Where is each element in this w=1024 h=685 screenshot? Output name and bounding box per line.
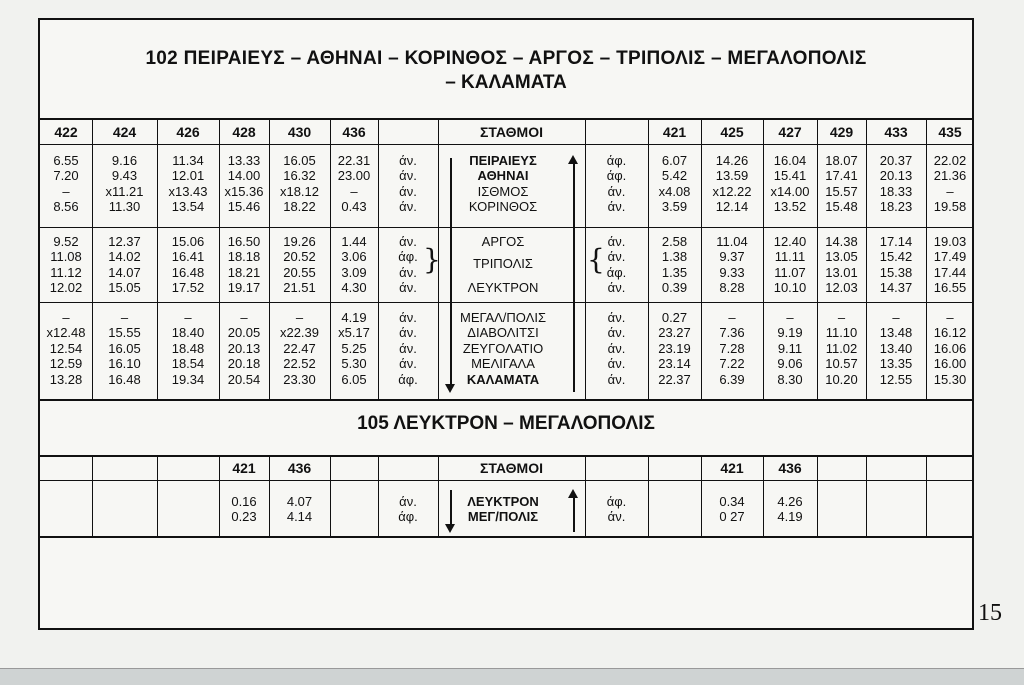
station-name: ΖΕΥΓΟΛΑΤΙΟ bbox=[462, 340, 544, 356]
time-column: 12.40 11.11 11.07 10.10 bbox=[773, 234, 807, 296]
time-column: 1.44 3.06 3.09 4.30 bbox=[341, 234, 367, 296]
time-column: – 20.05 20.13 20.18 20.54 bbox=[227, 310, 261, 387]
time-column: 22.31 23.00 – 0.43 bbox=[337, 153, 371, 215]
arr-dep-marks: άν. άφ. άν. άν. bbox=[398, 234, 418, 296]
route-102-title-continued: – ΚΑΛΑΜΑΤΑ bbox=[445, 72, 567, 93]
route-105-title: 105 ΛΕΥΚΤΡΟΝ – ΜΕΓΑΛΟΠΟΛΙΣ bbox=[357, 413, 655, 434]
station-name: ΑΡΓΟΣ bbox=[481, 234, 525, 249]
up-direction-arrow bbox=[573, 498, 575, 532]
timetable-page bbox=[38, 18, 974, 630]
station-name: ΤΡΙΠΟΛΙΣ bbox=[473, 256, 533, 272]
col-rule bbox=[92, 455, 93, 536]
down-arrowhead-icon bbox=[445, 384, 455, 393]
train-number-header: 433 bbox=[884, 124, 908, 140]
page-number: 15 bbox=[978, 600, 1002, 626]
time-column: 18.07 17.41 15.57 15.48 bbox=[825, 153, 858, 215]
time-column: – 16.12 16.06 16.00 15.30 bbox=[933, 310, 967, 387]
station-name: ΑΘΗΝΑΙ bbox=[477, 168, 529, 184]
time-column: 14.38 13.05 13.01 12.03 bbox=[825, 234, 858, 296]
stations-header: ΣΤΑΘΜΟΙ bbox=[480, 124, 543, 140]
block2-rule bbox=[40, 302, 972, 303]
station-name: ΔΙΑΒΟΛΙΤΣΙ bbox=[467, 325, 539, 341]
table-bottom-rule bbox=[40, 399, 972, 401]
col-rule bbox=[648, 455, 649, 536]
time-column: – 13.48 13.40 13.35 12.55 bbox=[879, 310, 913, 387]
route-102-title: 102 ΠΕΙΡΑΙΕΥΣ – ΑΘΗΝΑΙ – ΚΟΡΙΝΘΟΣ – ΑΡΓΟΣ – ΤΡΙΠΟΛΙΣ – ΜΕΓΑΛΟΠΟΛΙΣ bbox=[145, 48, 867, 69]
station-list bbox=[438, 494, 568, 525]
time-column: 13.33 14.00 x15.36 15.46 bbox=[224, 153, 264, 215]
time-column: 16.04 15.41 x14.00 13.52 bbox=[770, 153, 810, 215]
arr-dep-marks: άν. άφ. bbox=[398, 494, 418, 525]
time-column: 17.14 15.42 15.38 14.37 bbox=[879, 234, 913, 296]
time-column: 12.37 14.02 14.07 15.05 bbox=[108, 234, 141, 296]
time-column: 4.26 4.19 bbox=[777, 494, 803, 525]
time-column: 11.34 12.01 x13.43 13.54 bbox=[168, 153, 208, 215]
col-rule bbox=[817, 455, 818, 536]
time-column: 0.27 23.27 23.19 23.14 22.37 bbox=[658, 310, 691, 387]
up-direction-arrow bbox=[573, 164, 575, 392]
train-number-header: 422 bbox=[54, 124, 78, 140]
col-rule bbox=[157, 455, 158, 536]
time-column: 16.50 18.18 18.21 19.17 bbox=[227, 234, 261, 296]
scan-edge bbox=[0, 668, 1024, 685]
table-top-rule bbox=[40, 118, 972, 120]
train-number-header: 435 bbox=[938, 124, 962, 140]
train-number-header: 436 bbox=[342, 124, 366, 140]
train-number-header: 421 bbox=[720, 460, 744, 476]
train-number-header: 427 bbox=[778, 124, 802, 140]
down-direction-arrow bbox=[450, 490, 452, 528]
time-column: 2.58 1.38 1.35 0.39 bbox=[661, 234, 688, 296]
time-column: – 18.40 18.48 18.54 19.34 bbox=[171, 310, 205, 387]
train-number-header: 424 bbox=[112, 124, 137, 140]
arr-dep-marks: άν. άν. άν. άν. άφ. bbox=[398, 310, 418, 387]
stations-header: ΣΤΑΘΜΟΙ bbox=[480, 460, 543, 476]
block1-rule bbox=[40, 227, 972, 228]
station-name: ΠΕΙΡΑΙΕΥΣ bbox=[469, 153, 537, 168]
arr-dep-marks: άν. άν. άν. άν. άν. bbox=[607, 310, 626, 387]
train-number-header: 430 bbox=[287, 124, 312, 140]
time-column: 4.19 x5.17 5.25 5.30 6.05 bbox=[338, 310, 370, 387]
time-column: 4.07 4.14 bbox=[286, 494, 313, 525]
station-name: ΜΕΓ/ΠΟΛΙΣ bbox=[467, 509, 539, 525]
station-list bbox=[438, 153, 568, 215]
time-column: 19.03 17.49 17.44 16.55 bbox=[933, 234, 967, 296]
arr-dep-marks: άν. άν. άφ. άν. bbox=[606, 234, 627, 296]
train-number-header: 421 bbox=[232, 460, 256, 476]
time-column: 20.37 20.13 18.33 18.23 bbox=[879, 153, 913, 215]
station-name: ΜΕΛΙΓΑΛΑ bbox=[471, 356, 535, 372]
time-column: – 7.36 7.28 7.22 6.39 bbox=[719, 310, 745, 387]
train-number-header: 426 bbox=[176, 124, 200, 140]
time-column: 0.34 0 27 bbox=[719, 494, 745, 525]
table105-bottom-rule bbox=[40, 536, 972, 538]
brace-mark: } bbox=[423, 243, 441, 276]
arr-dep-marks: άφ. άν. bbox=[606, 494, 627, 525]
train-number-header: 421 bbox=[662, 124, 687, 140]
table105-header-rule bbox=[40, 480, 972, 481]
header-bottom-rule bbox=[40, 144, 972, 145]
train-number-header: 428 bbox=[232, 124, 256, 140]
train-number-header: 436 bbox=[778, 460, 802, 476]
station-name: ΜΕΓΑΛ/ΠΟΛΙΣ bbox=[459, 310, 547, 325]
station-list bbox=[438, 234, 568, 296]
train-number-header: 429 bbox=[829, 124, 854, 140]
time-column: 19.26 20.52 20.55 21.51 bbox=[283, 234, 316, 296]
time-column: 0.16 0.23 bbox=[231, 494, 257, 525]
time-column: – 11.10 11.02 10.57 10.20 bbox=[825, 310, 858, 387]
station-list bbox=[438, 310, 568, 387]
train-number-header: 425 bbox=[720, 124, 744, 140]
time-column: 9.52 11.08 11.12 12.02 bbox=[49, 234, 83, 296]
arr-dep-marks: άφ. άφ. άν. άν. bbox=[606, 153, 627, 215]
time-column: 6.07 5.42 x4.08 3.59 bbox=[658, 153, 691, 215]
time-column: – 15.55 16.05 16.10 16.48 bbox=[108, 310, 141, 387]
brace-mark: { bbox=[587, 243, 605, 276]
time-column: – x12.48 12.54 12.59 13.28 bbox=[46, 310, 86, 387]
arr-dep-marks: άν. άν. άν. άν. bbox=[399, 153, 417, 215]
station-name: ΛΕΥΚΤΡΟΝ bbox=[467, 280, 539, 296]
up-arrowhead-icon bbox=[568, 155, 578, 164]
time-column: 11.04 9.37 9.33 8.28 bbox=[716, 234, 748, 296]
down-direction-arrow bbox=[450, 158, 452, 388]
time-column: 14.26 13.59 x12.22 12.14 bbox=[712, 153, 752, 215]
station-name: ΚΟΡΙΝΘΟΣ bbox=[468, 199, 538, 215]
time-column: – 9.19 9.11 9.06 8.30 bbox=[777, 310, 803, 387]
down-arrowhead-icon bbox=[445, 524, 455, 533]
col-rule bbox=[926, 455, 927, 536]
table105-top-rule bbox=[40, 455, 972, 457]
time-column: 16.05 16.32 x18.12 18.22 bbox=[279, 153, 320, 215]
time-column: – x22.39 22.47 22.52 23.30 bbox=[279, 310, 320, 387]
time-column: 22.02 21.36 – 19.58 bbox=[933, 153, 967, 215]
col-rule bbox=[330, 455, 331, 536]
time-column: 15.06 16.41 16.48 17.52 bbox=[171, 234, 205, 296]
up-arrowhead-icon bbox=[568, 489, 578, 498]
station-name: ΙΣΘΜΟΣ bbox=[477, 183, 529, 199]
station-name: ΚΑΛΑΜΑΤΑ bbox=[466, 371, 540, 387]
station-name: ΛΕΥΚΤΡΟΝ bbox=[467, 494, 539, 509]
time-column: 6.55 7.20 – 8.56 bbox=[53, 153, 79, 215]
train-number-header: 436 bbox=[287, 460, 312, 476]
time-column: 9.16 9.43 x11.21 11.30 bbox=[105, 153, 144, 215]
col-rule bbox=[866, 455, 867, 536]
